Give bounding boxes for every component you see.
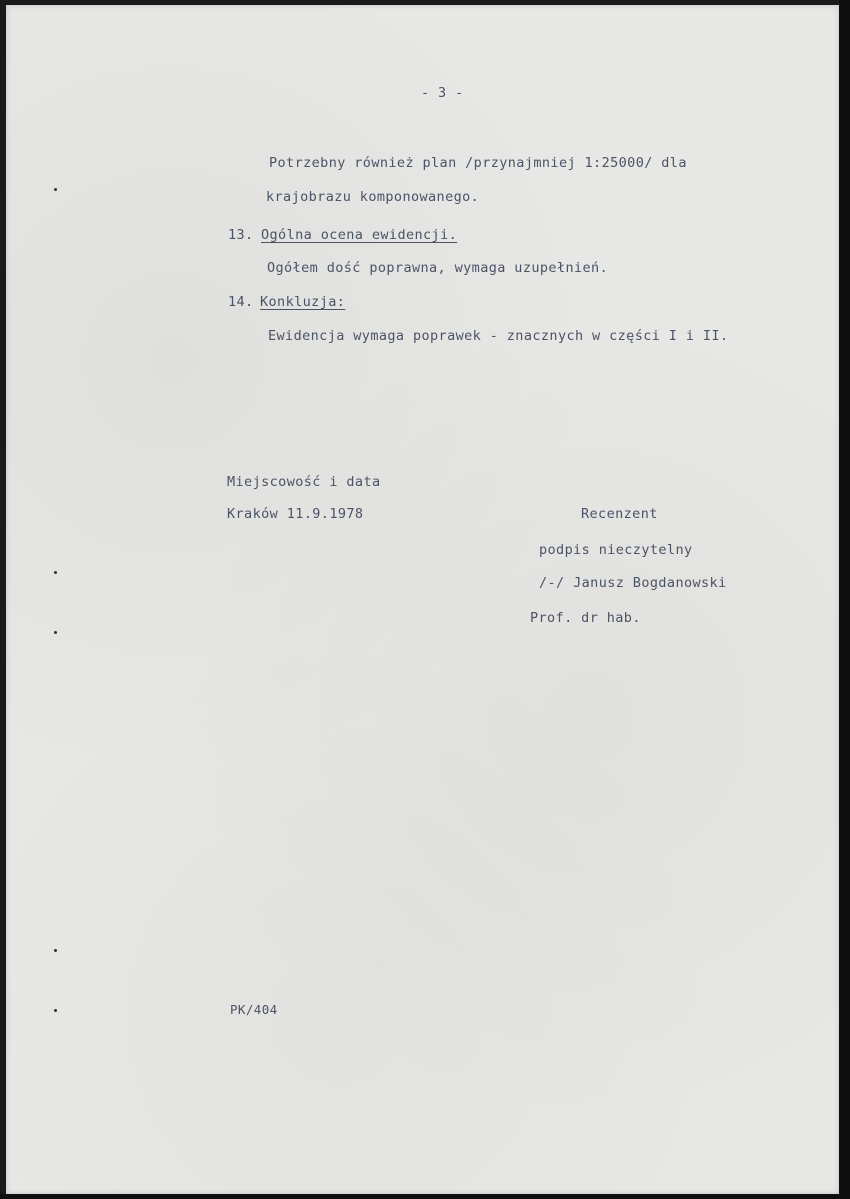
- scan-edge-bottom: [0, 1194, 850, 1199]
- scan-speck: [54, 949, 57, 952]
- scan-speck: [54, 188, 57, 191]
- footer-code: PK/404: [230, 1002, 278, 1017]
- reviewer-name: /-/ Janusz Bogdanowski: [539, 575, 727, 591]
- scan-speck: [54, 571, 57, 574]
- scan-speck: [54, 631, 57, 634]
- item-13-heading: Ogólna ocena ewidencji.: [261, 227, 458, 243]
- item-13-number: 13.: [228, 227, 254, 243]
- scan-edge-right: [839, 0, 850, 1199]
- item-14-text: Ewidencja wymaga poprawek - znacznych w części I i II.: [268, 328, 729, 344]
- item-14-number: 14.: [228, 294, 254, 310]
- text-line-1: Potrzebny również plan /przynajmniej 1:25000/ dla: [269, 155, 687, 171]
- reviewer-degree: Prof. dr hab.: [530, 610, 641, 626]
- item-14-heading: Konkluzja:: [260, 294, 346, 310]
- signature-note: podpis nieczytelny: [539, 542, 693, 558]
- document-page: [6, 5, 839, 1194]
- place-date-value: Kraków 11.9.1978: [227, 506, 364, 522]
- text-line-2: krajobrazu komponowanego.: [266, 189, 480, 205]
- place-date-label: Miejscowość i data: [227, 474, 381, 490]
- item-13-text: Ogółem dość poprawna, wymaga uzupełnień.: [267, 260, 609, 276]
- page-number: - 3 -: [421, 85, 464, 101]
- scan-speck: [54, 1009, 57, 1012]
- reviewer-title: Recenzent: [581, 506, 658, 522]
